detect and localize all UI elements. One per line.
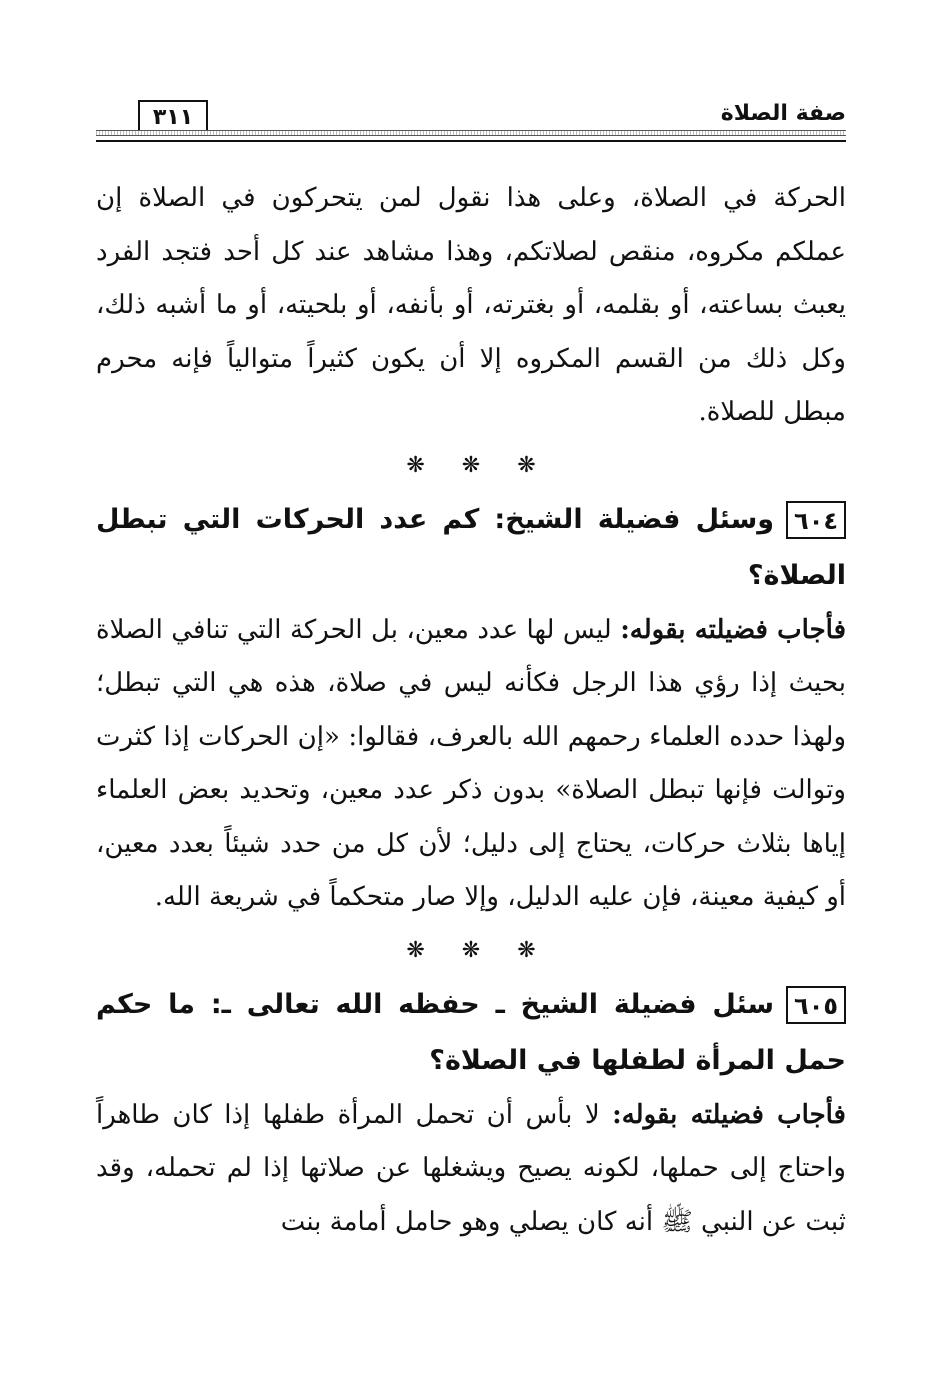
answer-text-604: ليس لها عدد معين، بل الحركة التي تنافي الصلاة بحيث إذا رؤي هذا الرجل فكأنه ليس في صلاة، هذه هي التي تبطل؛ ولهذا حدده العلماء رحمهم الله بالعرف، فقالوا: «إن الحركات إذا كثرت وتوالت فإنها تبطل الصلاة» بدون ذكر عدد معين، وتحديد بعض العلماء إياها بثلاث حركات، يحتاج إلى دليل؛ لأن كل من حدد شيئاً بعدد معين، أو كيفية معينة، فإن عليه الدليل، وإلا صار متحكماً في شريعة الله. <box>96 614 846 912</box>
running-title: صفة الصلاة <box>720 101 846 126</box>
answer-text-605: لا بأس أن تحمل المرأة طفلها إذا كان طاهراً واحتاج إلى حملها، لكونه يصيح ويشغلها عن صلاتها إذا لم تحمله، وقد ثبت عن النبي ﷺ أنه كان يصلي وهو حامل أمامة بنت <box>96 1099 846 1237</box>
question-text-604: وسئل فضيلة الشيخ: كم عدد الحركات التي تبطل الصلاة؟ <box>96 503 846 591</box>
answer-604 <box>96 604 846 925</box>
answer-lead-604: فأجاب فضيلته بقوله: <box>620 614 847 645</box>
page-header <box>96 94 846 150</box>
question-number-604: ٦٠٤ <box>786 501 846 539</box>
header-rule <box>96 140 846 142</box>
paragraph-continued: الحركة في الصلاة، وعلى هذا نقول لمن يتحركون في الصلاة إن عملكم مكروه، منقص لصلاتكم، وهذا مشاهد عند كل أحد فتجد الفرد يعبث بساعته، أو بقلمه، أو بغترته، أو بأنفه، أو بلحيته، أو ما أشبه ذلك، وكل ذلك من القسم المكروه إلا أن يكون كثيراً متوالياً فإنه محرم مبطل للصلاة. <box>96 183 846 427</box>
question-605 <box>96 977 846 1089</box>
answer-605 <box>96 1089 846 1250</box>
section-separator: ❋ ❋ ❋ <box>406 452 536 478</box>
header-rule-ornamental <box>96 130 846 136</box>
page-body <box>96 172 846 1249</box>
question-number-605: ٦٠٥ <box>786 986 846 1024</box>
page-number: ٣١١ <box>138 100 208 134</box>
question-604 <box>96 492 846 604</box>
answer-lead-605: فأجاب فضيلته بقوله: <box>612 1099 846 1130</box>
section-separator-2: ❋ ❋ ❋ <box>406 937 536 963</box>
question-text-605: سئل فضيلة الشيخ ـ حفظه الله تعالى ـ: ما حكم حمل المرأة لطفلها في الصلاة؟ <box>96 988 846 1076</box>
